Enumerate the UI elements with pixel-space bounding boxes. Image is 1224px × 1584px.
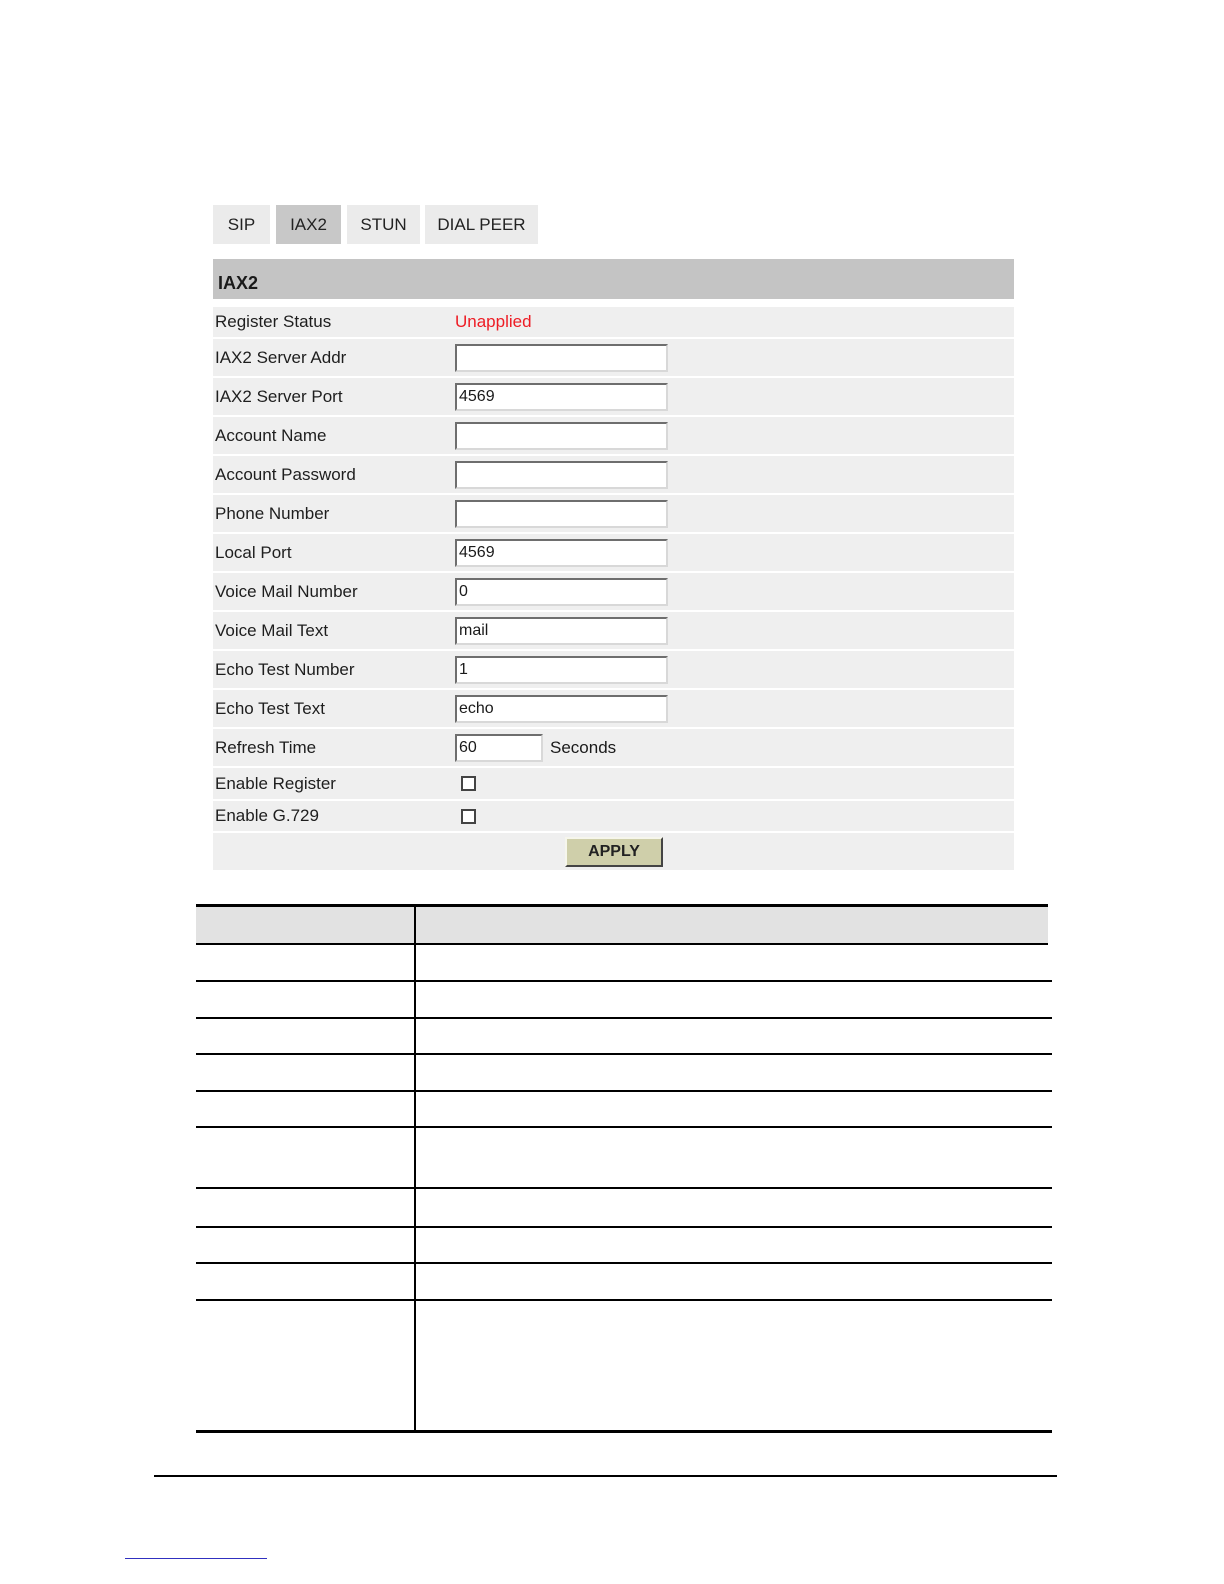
voice-mail-text-input[interactable] <box>455 617 668 645</box>
server-addr-label: IAX2 Server Addr <box>215 347 347 367</box>
table-row <box>196 981 1052 1018</box>
tab-sip[interactable]: SIP <box>213 205 270 244</box>
register-status-value: Unapplied <box>455 312 532 331</box>
apply-row <box>213 833 1014 870</box>
table-row <box>196 1188 1052 1227</box>
voice-mail-text-label: Voice Mail Text <box>215 620 329 640</box>
enable-g729-checkbox[interactable] <box>461 809 476 824</box>
enable-register-label: Enable Register <box>215 773 336 793</box>
table-row <box>196 1018 1052 1054</box>
table-row <box>196 944 1052 981</box>
echo-test-number-row <box>213 651 1014 690</box>
tab-dial-peer[interactable]: DIAL PEER <box>425 205 538 244</box>
table-header-row <box>196 906 1052 945</box>
echo-test-number-input[interactable] <box>455 656 668 684</box>
account-name-label: Account Name <box>215 425 327 445</box>
enable-g729-label: Enable G.729 <box>215 806 319 825</box>
table-row <box>196 1127 1052 1188</box>
server-port-row <box>213 378 1014 417</box>
local-port-input[interactable] <box>455 539 668 567</box>
account-password-row <box>213 456 1014 495</box>
register-status-label: Register Status <box>215 312 332 331</box>
server-addr-input[interactable] <box>455 344 668 372</box>
server-addr-row <box>213 339 1014 378</box>
server-port-label: IAX2 Server Port <box>215 386 343 406</box>
table-header-cell <box>415 906 1052 945</box>
echo-test-number-label: Echo Test Number <box>215 659 355 679</box>
tab-iax2[interactable]: IAX2 <box>276 205 341 244</box>
local-port-row <box>213 534 1014 573</box>
server-port-input[interactable] <box>455 383 668 411</box>
table-row <box>196 1054 1052 1091</box>
refresh-time-row <box>213 729 1014 768</box>
voice-mail-number-input[interactable] <box>455 578 668 606</box>
footer-link-underline[interactable] <box>125 1558 267 1559</box>
table-row <box>196 1300 1052 1431</box>
account-password-label: Account Password <box>215 464 356 484</box>
voice-mail-number-row <box>213 573 1014 612</box>
enable-register-checkbox[interactable] <box>461 776 476 791</box>
table-row <box>196 1091 1052 1127</box>
refresh-time-input[interactable] <box>455 734 543 762</box>
phone-number-label: Phone Number <box>215 503 330 523</box>
footer-divider <box>154 1475 1057 1477</box>
phone-number-input[interactable] <box>455 500 668 528</box>
refresh-time-label: Refresh Time <box>215 737 317 757</box>
iax2-settings-panel <box>213 259 1014 870</box>
account-name-row <box>213 417 1014 456</box>
echo-test-text-row <box>213 690 1014 729</box>
panel-title: IAX2 <box>213 259 1014 299</box>
register-status-row <box>213 307 1014 339</box>
phone-number-row <box>213 495 1014 534</box>
table-header-cell <box>196 906 415 945</box>
table-row <box>196 1263 1052 1300</box>
enable-register-row <box>213 768 1014 801</box>
voice-mail-number-label: Voice Mail Number <box>215 581 358 601</box>
local-port-label: Local Port <box>215 542 292 562</box>
echo-test-text-input[interactable] <box>455 695 668 723</box>
echo-test-text-label: Echo Test Text <box>215 698 325 718</box>
apply-button[interactable]: APPLY <box>565 837 663 867</box>
voice-mail-text-row <box>213 612 1014 651</box>
account-password-input[interactable] <box>455 461 668 489</box>
enable-g729-row <box>213 801 1014 833</box>
tab-stun[interactable]: STUN <box>347 205 420 244</box>
description-table <box>196 904 1056 1433</box>
table-row <box>196 1227 1052 1263</box>
account-name-input[interactable] <box>455 422 668 450</box>
refresh-time-unit: Seconds <box>550 737 617 757</box>
